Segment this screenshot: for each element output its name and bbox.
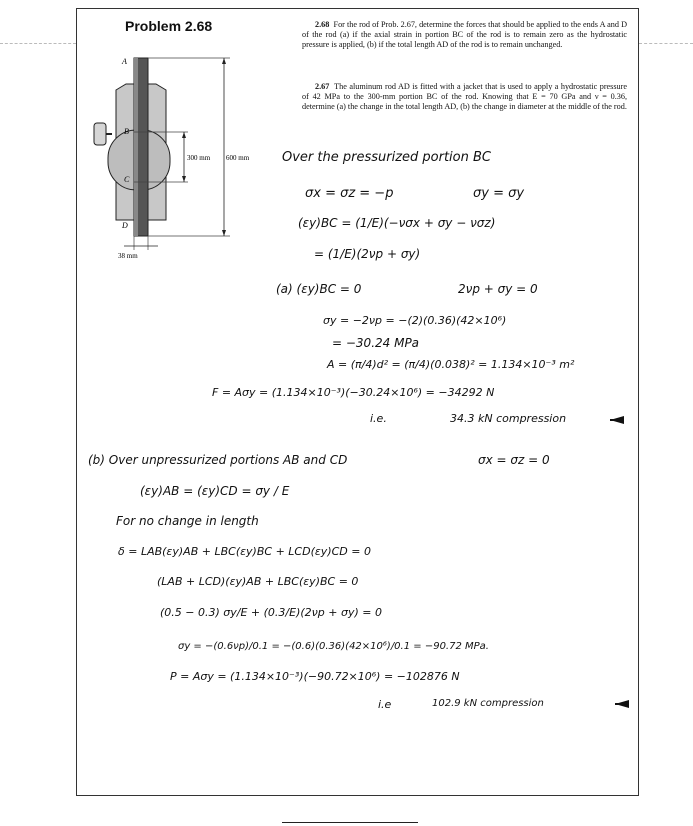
part-b-strain-ab-cd: (εy)AB = (εy)CD = σy / E bbox=[140, 484, 290, 498]
part-a-area: A = (π/4)d² = (π/4)(0.038)² = 1.134×10⁻³ m² bbox=[327, 358, 575, 371]
problem-267-number: 2.67 bbox=[315, 82, 330, 91]
part-b-combined: (LAB + LCD)(εy)AB + LBC(εy)BC = 0 bbox=[157, 575, 359, 588]
part-a-force: F = Aσy = (1.134×10⁻³)(−30.24×10⁶) = −34292 N bbox=[212, 386, 495, 399]
problem-268-body: For the rod of Prob. 2.67, determine the forces that should be applied to the ends A and D of the rod (a) if the axial strain in portion BC of the rod is to remain zero as the hydrostatic pressure is applied, (b) if the total length AD of the rod is to remain unchanged. bbox=[302, 20, 627, 49]
part-b-heading: (b) Over unpressurized portions AB and CD bbox=[88, 453, 348, 467]
solution-heading: Over the pressurized portion BC bbox=[282, 150, 491, 165]
label-a: A bbox=[122, 57, 127, 66]
part-b-no-change: For no change in length bbox=[116, 514, 259, 528]
problem-268-text bbox=[302, 20, 627, 50]
part-b-force: P = Aσy = (1.134×10⁻³)(−90.72×10⁶) = −102876 N bbox=[170, 670, 460, 683]
part-b-total-deformation: δ = LAB(εy)AB + LBC(εy)BC + LCD(εy)CD = 0 bbox=[118, 545, 371, 558]
part-a-stress: σy = −2νp = −(2)(0.36)(42×10⁶) bbox=[323, 314, 507, 327]
footer-rule bbox=[282, 822, 418, 823]
label-d: D bbox=[122, 221, 128, 230]
problem-268-number: 2.68 bbox=[315, 20, 330, 29]
label-b: B bbox=[124, 127, 129, 136]
answer-arrow-a-icon bbox=[610, 416, 624, 424]
rod-figure bbox=[90, 50, 280, 265]
page-edge-line-left bbox=[0, 43, 76, 44]
dimension-600mm: 600 mm bbox=[226, 154, 250, 162]
problem-267-body: The aluminum rod AD is fitted with a jacket that is used to apply a hydrostatic pressure of 42 MPa to the 300-mm portion BC of the rod. Knowing that E = 70 GPa and ν = 0.36, determine (a) the change in the total length AD, (b) the change in diameter at the middle of the rod. bbox=[302, 82, 628, 111]
eq-stress-xz: σx = σz = −p bbox=[305, 186, 394, 201]
part-b-answer: 102.9 kN compression bbox=[432, 698, 544, 709]
problem-267-text bbox=[302, 82, 627, 112]
part-b-stresses: σx = σz = 0 bbox=[478, 453, 550, 467]
eq-stress-y: σy = σy bbox=[473, 186, 525, 201]
dimension-300mm: 300 mm bbox=[187, 154, 211, 162]
part-b-ie: i.e bbox=[378, 698, 392, 711]
part-a-stress-value: = −30.24 MPa bbox=[332, 336, 420, 350]
eq-strain-bc-simplified: = (1/E)(2νp + σy) bbox=[314, 247, 421, 261]
dimension-38mm: 38 mm bbox=[118, 252, 138, 260]
page-edge-line-right bbox=[639, 43, 693, 44]
part-a-answer: 34.3 kN compression bbox=[450, 412, 567, 425]
part-a-condition: (a) (εy)BC = 0 bbox=[276, 282, 362, 296]
answer-arrow-b-icon bbox=[615, 700, 629, 708]
eq-strain-bc: (εy)BC = (1/E)(−νσx + σy − νσz) bbox=[298, 216, 496, 230]
problem-title: Problem 2.68 bbox=[125, 18, 213, 34]
part-a-condition-2: 2νp + σy = 0 bbox=[458, 282, 538, 296]
label-c: C bbox=[124, 175, 130, 184]
part-b-substituted: (0.5 − 0.3) σy/E + (0.3/E)(2νp + σy) = 0 bbox=[160, 606, 382, 619]
part-b-stress: σy = −(0.6νp)/0.1 = −(0.6)(0.36)(42×10⁶)/0.1 = −90.72 MPa. bbox=[178, 641, 489, 652]
pressure-valve bbox=[94, 123, 106, 145]
part-a-ie: i.e. bbox=[370, 412, 387, 425]
